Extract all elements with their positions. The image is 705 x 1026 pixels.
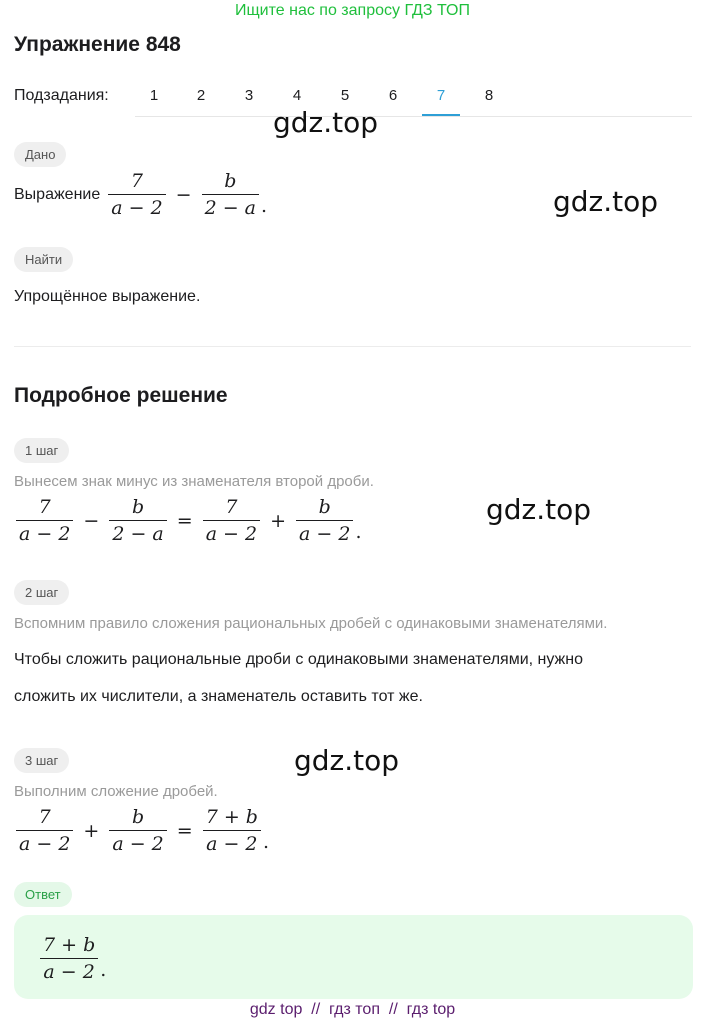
footer-links[interactable]: gdz top // гдз топ // гдз top bbox=[249, 1001, 456, 1018]
denominator: a − 2 bbox=[296, 520, 353, 545]
numerator: b bbox=[224, 170, 237, 192]
denominator: a − 2 bbox=[203, 520, 260, 545]
find-text: Упрощённое выражение. bbox=[14, 288, 201, 305]
step3-hint: Выполним сложение дробей. bbox=[14, 783, 218, 800]
period: . bbox=[355, 521, 362, 543]
denominator: a − 2 bbox=[108, 194, 165, 219]
numerator: 7 bbox=[38, 806, 51, 828]
fraction bbox=[203, 496, 260, 545]
denominator: a − 2 bbox=[203, 830, 260, 855]
numerator: 7 bbox=[38, 496, 51, 518]
numerator: 7 bbox=[225, 496, 238, 518]
watermark: gdz.top bbox=[553, 185, 659, 218]
watermark: gdz.top bbox=[273, 106, 379, 139]
fraction bbox=[16, 496, 73, 545]
step1-badge: 1 шаг bbox=[14, 438, 69, 463]
fraction bbox=[16, 806, 73, 855]
answer-expression bbox=[38, 934, 106, 983]
step1-equation bbox=[14, 496, 362, 545]
given-prefix: Выражение bbox=[14, 185, 101, 203]
subtask-tab-8[interactable]: 8 bbox=[484, 87, 494, 104]
solution-title: Подробное решение bbox=[14, 384, 228, 407]
fraction bbox=[109, 806, 166, 855]
watermark: gdz.top bbox=[486, 493, 592, 526]
period: . bbox=[261, 195, 268, 217]
subtasks-tabs bbox=[135, 78, 692, 117]
fraction bbox=[40, 934, 98, 983]
subtask-tab-4[interactable]: 4 bbox=[292, 87, 302, 104]
numerator: b bbox=[131, 806, 145, 828]
operator: − bbox=[175, 183, 192, 206]
answer-badge: Ответ bbox=[14, 882, 72, 907]
given-expression bbox=[14, 170, 267, 219]
answer-box bbox=[14, 915, 693, 999]
step2-hint: Вспомним правило сложения рациональных дробей с одинаковыми знаменателями. bbox=[14, 615, 608, 632]
operator: − bbox=[83, 509, 100, 532]
step3-badge: 3 шаг bbox=[14, 748, 69, 773]
active-tab-indicator bbox=[422, 114, 460, 116]
equals: = bbox=[176, 509, 193, 532]
subtask-tab-7[interactable]: 7 bbox=[436, 87, 446, 104]
step2-badge: 2 шаг bbox=[14, 580, 69, 605]
step2-text-line1: Чтобы сложить рациональные дроби с одинаковыми знаменателями, нужно bbox=[14, 651, 583, 668]
given-fraction-1 bbox=[108, 170, 165, 219]
step1-hint: Вынесем знак минус из знаменателя второй дроби. bbox=[14, 473, 374, 490]
numerator: b bbox=[318, 496, 331, 518]
given-fraction-2 bbox=[202, 170, 259, 219]
denominator: 2 − a bbox=[202, 194, 259, 219]
denominator: 2 − a bbox=[109, 520, 166, 545]
equals: = bbox=[176, 819, 193, 842]
numerator: 7 + b bbox=[43, 934, 96, 956]
fraction bbox=[296, 496, 353, 545]
denominator: a − 2 bbox=[16, 830, 73, 855]
numerator: 7 bbox=[130, 170, 143, 192]
step3-equation bbox=[14, 806, 269, 855]
step2-text-line2: сложить их числители, а знаменатель оставить тот же. bbox=[14, 688, 423, 705]
fraction bbox=[109, 496, 166, 545]
subtask-tab-1[interactable]: 1 bbox=[149, 87, 159, 104]
subtask-tab-3[interactable]: 3 bbox=[244, 87, 254, 104]
denominator: a − 2 bbox=[40, 958, 97, 983]
operator: + bbox=[270, 509, 287, 532]
divider bbox=[14, 346, 691, 347]
numerator: b bbox=[131, 496, 145, 518]
period: . bbox=[100, 959, 107, 981]
subtasks-label: Подзадания: bbox=[14, 87, 109, 104]
numerator: 7 + b bbox=[205, 806, 258, 828]
period: . bbox=[262, 831, 269, 853]
watermark: gdz.top bbox=[294, 744, 400, 777]
denominator: a − 2 bbox=[16, 520, 73, 545]
top-banner: Ищите нас по запросу ГДЗ ТОП bbox=[235, 2, 470, 19]
given-badge: Дано bbox=[14, 142, 66, 167]
subtask-tab-6[interactable]: 6 bbox=[388, 87, 398, 104]
subtask-tab-2[interactable]: 2 bbox=[196, 87, 206, 104]
fraction bbox=[203, 806, 261, 855]
denominator: a − 2 bbox=[109, 830, 166, 855]
subtask-tab-5[interactable]: 5 bbox=[340, 87, 350, 104]
find-badge: Найти bbox=[14, 247, 73, 272]
page-title: Упражнение 848 bbox=[14, 33, 181, 56]
operator: + bbox=[83, 819, 100, 842]
